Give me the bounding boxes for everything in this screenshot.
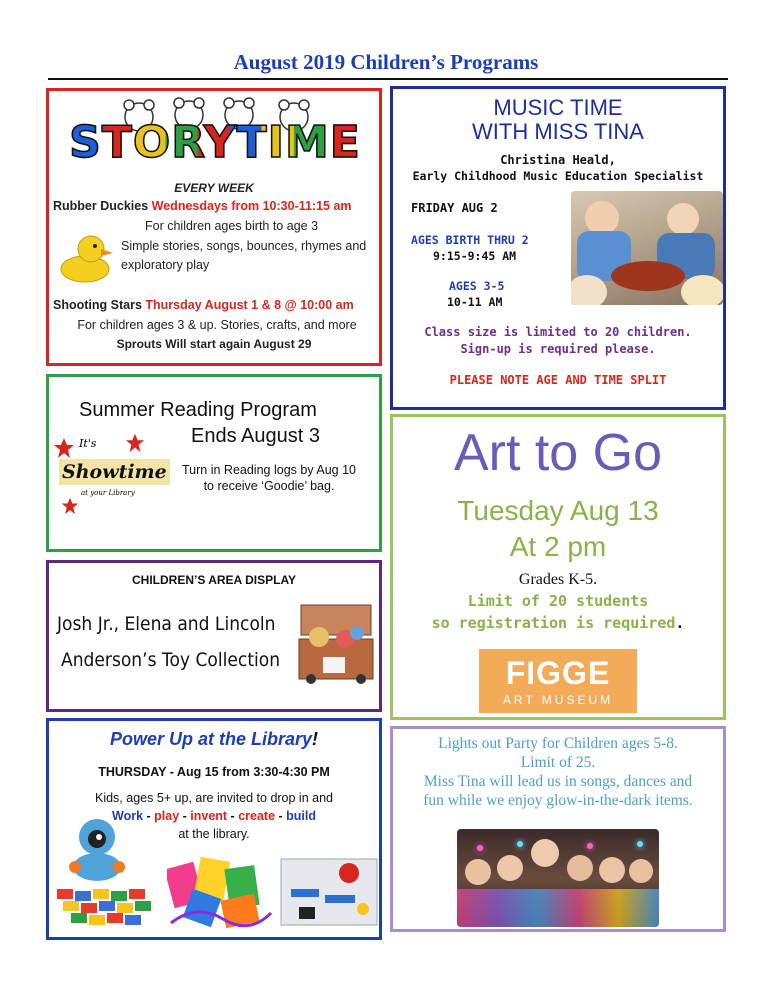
class-limit-line2: Sign-up is required please. <box>460 342 656 356</box>
summer-reading-title-line2: Ends August 3 <box>191 425 320 447</box>
showtime-logo <box>53 433 167 519</box>
separator: - <box>179 809 191 823</box>
display-line2: Anderson’s Toy Collection <box>61 649 281 671</box>
power-up-title-bang: ! <box>312 729 319 749</box>
power-up-end: at the library. <box>178 827 250 841</box>
figge-logo-sub: ART MUSEUM <box>502 693 614 707</box>
craft-supplies-illustration <box>167 853 273 931</box>
music-time-section <box>390 86 726 410</box>
power-up-desc: Kids, ages 5+ up, are invited to drop in and <box>94 791 333 805</box>
rubber-duckies-name: Rubber Duckies <box>53 199 149 213</box>
separator: - <box>227 809 239 823</box>
party-line1: Lights out Party for Children ages 5-8. <box>438 735 678 752</box>
summer-reading-title-line1: Summer Reading Program <box>79 399 317 421</box>
robot-and-legos-illustration <box>55 815 165 927</box>
power-up-title <box>49 729 379 750</box>
sprouts-note: Sprouts Will start again August 29 <box>116 337 312 351</box>
art-limit-line1: Limit of 20 students <box>467 592 649 610</box>
art-date-line2: At 2 pm <box>509 531 607 562</box>
figge-logo <box>479 649 637 713</box>
storytime-section <box>46 88 382 366</box>
art-limit-line2-end: . <box>675 614 685 632</box>
music-date: FRIDAY AUG 2 <box>411 201 498 215</box>
summer-reading-desc-line2: to receive ‘Goodie’ bag. <box>203 479 335 493</box>
activity-invent: invent <box>190 809 228 823</box>
shooting-stars-line <box>53 298 383 312</box>
power-up-when: THURSDAY - Aug 15 from 3:30-4:30 PM <box>98 765 330 779</box>
toy-chest-illustration <box>295 599 377 687</box>
snap-circuits-illustration <box>279 855 379 929</box>
summer-reading-section <box>46 374 382 552</box>
separator: - <box>275 809 287 823</box>
class-limit-line1: Class size is limited to 20 children. <box>424 325 692 339</box>
showtime-logo-main: Showtime <box>59 459 170 485</box>
age-group-1-label: AGES BIRTH THRU 2 <box>411 233 529 247</box>
presenter-title: Early Childhood Music Education Specialist <box>412 169 704 183</box>
age-group-1-time: 9:15-9:45 AM <box>433 249 517 263</box>
summer-reading-desc-line1: Turn in Reading logs by Aug 10 <box>182 463 356 477</box>
party-line4: fun while we enjoy glow-in-the-dark items. <box>423 792 693 809</box>
star-icon <box>53 437 75 459</box>
art-grades: Grades K-5. <box>518 571 598 588</box>
music-title-line1: MUSIC TIME <box>493 95 623 120</box>
power-up-title-text: Power Up at the Library <box>109 729 313 749</box>
star-icon <box>125 433 145 453</box>
rubber-duck-icon <box>57 229 115 285</box>
every-week-label: EVERY WEEK <box>174 181 254 195</box>
lights-out-party-section <box>390 726 726 932</box>
music-title-line2: WITH MISS TINA <box>472 119 644 144</box>
storytime-logo-text: STORYTIME <box>69 116 361 168</box>
title-divider <box>48 78 728 80</box>
art-date-line1: Tuesday Aug 13 <box>457 495 659 526</box>
music-class-photo <box>571 191 723 305</box>
separator: - <box>143 809 155 823</box>
figge-logo-main: FIGGE <box>505 655 611 691</box>
showtime-logo-sub: at your Library <box>81 489 135 497</box>
party-line3: Miss Tina will lead us in songs, dances and <box>423 773 693 790</box>
age-group-2-label: AGES 3-5 <box>449 279 505 293</box>
art-limit-line2 <box>393 614 723 632</box>
activity-build: build <box>286 809 316 823</box>
rubber-duckies-line <box>53 199 383 213</box>
age-time-split-note: PLEASE NOTE AGE AND TIME SPLIT <box>449 373 667 387</box>
page-title: August 2019 Children’s Programs <box>233 50 539 74</box>
shooting-stars-name: Shooting Stars <box>53 298 142 312</box>
party-photo <box>457 829 659 927</box>
art-title: Art to Go <box>453 424 663 482</box>
display-heading: CHILDREN’S AREA DISPLAY <box>131 573 297 587</box>
shooting-stars-time: Thursday August 1 & 8 @ 10:00 am <box>145 298 354 312</box>
party-line2: Limit of 25. <box>520 754 596 771</box>
art-limit-line2-text: so registration is required <box>431 614 676 632</box>
activity-play: play <box>154 809 180 823</box>
rubber-duckies-ages: For children ages birth to age 3 <box>145 219 319 233</box>
activity-work: Work <box>112 809 144 823</box>
power-up-section <box>46 718 382 940</box>
activity-create: create <box>238 809 276 823</box>
art-to-go-section <box>390 414 726 720</box>
childrens-display-section <box>46 560 382 712</box>
storytime-logo <box>55 117 375 167</box>
star-icon <box>61 497 79 515</box>
rubber-duckies-time: Wednesdays from 10:30-11:15 am <box>151 199 352 213</box>
rubber-duckies-desc: Simple stories, songs, bounces, rhymes and exploratory play <box>121 239 367 272</box>
age-group-2-time: 10-11 AM <box>447 295 503 309</box>
presenter-name: Christina Heald, <box>500 153 616 167</box>
shooting-stars-desc: For children ages 3 & up. Stories, crafts, and more <box>77 318 357 332</box>
showtime-logo-top: It's <box>79 437 97 450</box>
display-line1: Josh Jr., Elena and Lincoln <box>57 613 276 635</box>
